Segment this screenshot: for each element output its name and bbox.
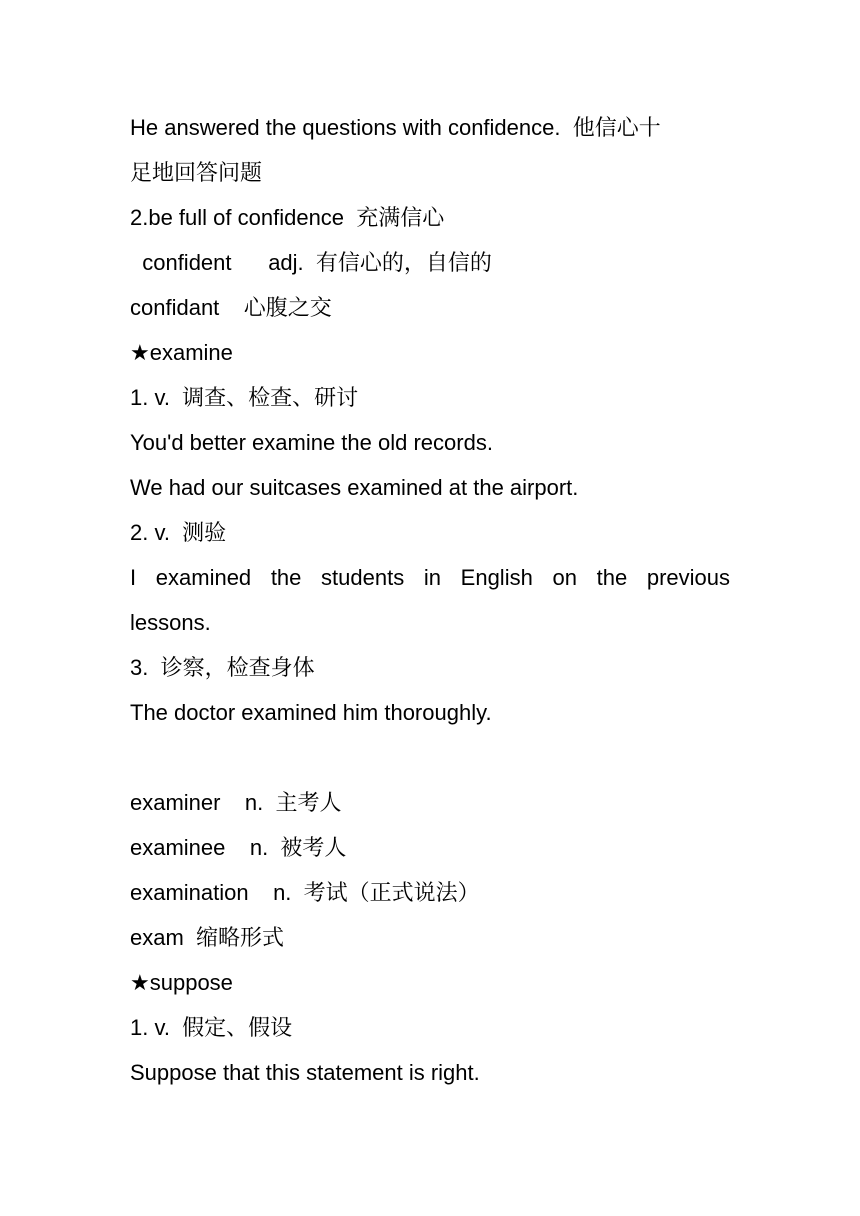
blank-line — [130, 735, 730, 780]
entry-confident: confident adj. 有信心的，自信的 — [130, 250, 492, 275]
example-sentence-confidence: He answered the questions with confidence. 他信心十 — [130, 115, 661, 140]
example-sentence-students-cont: lessons. — [130, 610, 211, 635]
entry-exam: exam 缩略形式 — [130, 925, 285, 950]
entry-confidant: confidant 心腹之交 — [130, 295, 332, 320]
sense-examine-1: 1. v. 调查、检查、研讨 — [130, 385, 359, 410]
example-sentence-doctor: The doctor examined him thoroughly. — [130, 700, 492, 725]
star-icon: ★ — [130, 971, 150, 996]
entry-examinee: examinee n. 被考人 — [130, 835, 347, 860]
sense-examine-3: 3. 诊察，检查身体 — [130, 655, 315, 680]
phrase-be-full-of-confidence: 2.be full of confidence 充满信心 — [130, 205, 445, 230]
example-translation-confidence: 足地回答问题 — [130, 160, 263, 185]
star-icon: ★ — [130, 341, 150, 366]
headword-text: examine — [149, 340, 233, 365]
example-sentence-suitcases: We had our suitcases examined at the airport. — [130, 475, 579, 500]
example-sentence-records: You'd better examine the old records. — [130, 430, 493, 455]
entry-examination: examination n. 考试（正式说法） — [130, 880, 480, 905]
sense-suppose-1: 1. v. 假定、假设 — [130, 1015, 293, 1040]
example-sentence-suppose: Suppose that this statement is right. — [130, 1060, 480, 1085]
sense-examine-2: 2. v. 测验 — [130, 520, 227, 545]
example-sentence-students: I examined the students in English on the previous — [130, 565, 730, 590]
document-body — [130, 105, 730, 1095]
headword-text: suppose — [149, 970, 233, 995]
headword-suppose — [130, 960, 730, 1005]
headword-examine — [130, 330, 730, 375]
entry-examiner: examiner n. 主考人 — [130, 790, 342, 815]
